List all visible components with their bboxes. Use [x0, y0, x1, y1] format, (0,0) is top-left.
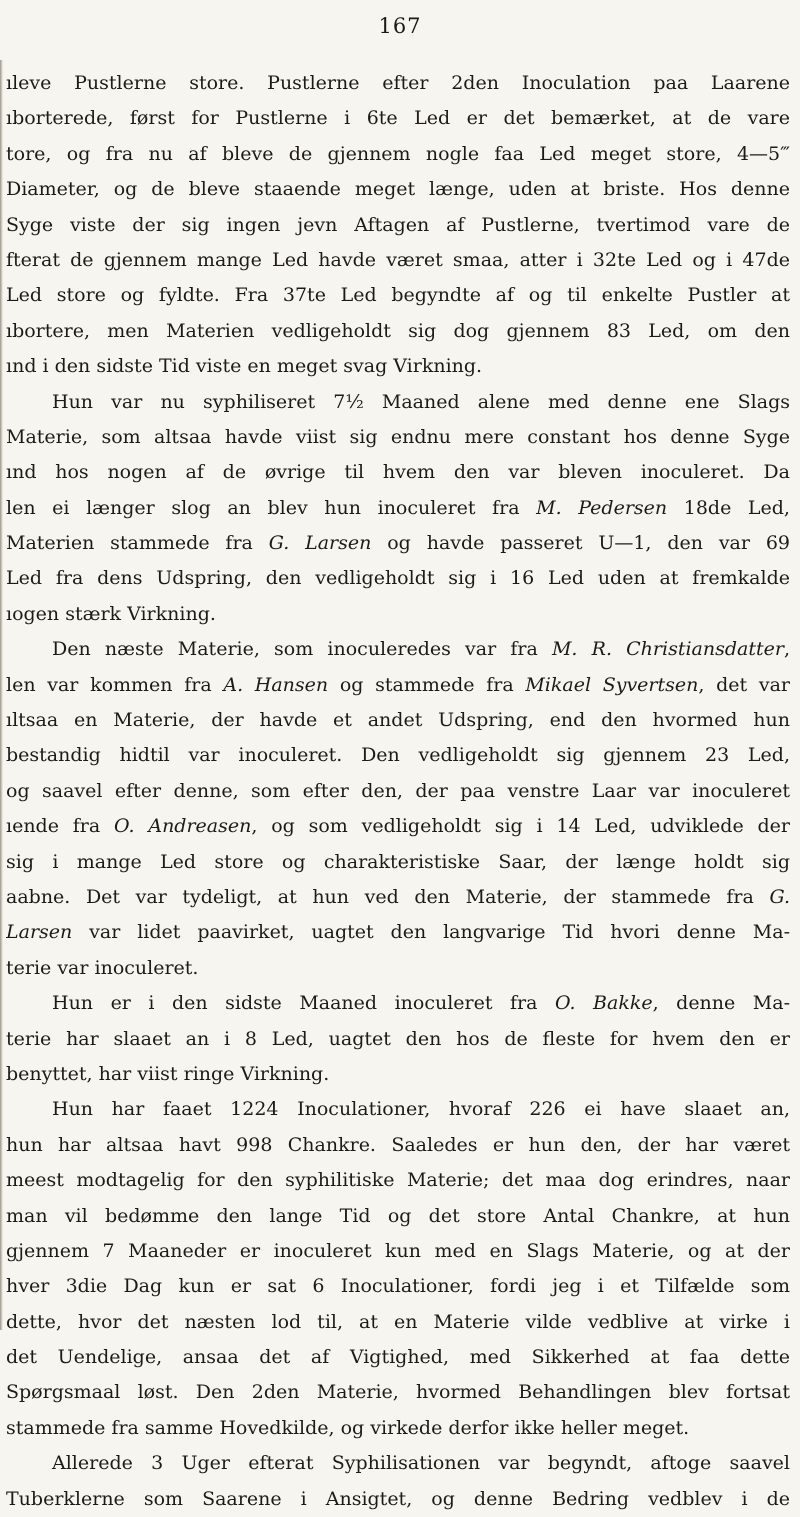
text-segment: Syge viste der sig ingen jevn Aftagen af Pustlerne, tvertimod vare de	[6, 213, 790, 236]
text-line	[6, 172, 790, 207]
text-segment: len var kommen fra	[6, 673, 224, 696]
text-line	[6, 774, 790, 809]
text-segment: man vil bedømme den lange Tid og det store Antal Chankre, at hun	[6, 1204, 790, 1227]
text-line	[6, 101, 790, 136]
text-segment: ınd hos nogen af de øvrige til hvem den var bleven inoculeret. Da	[6, 461, 790, 484]
text-segment: Spørgsmaal løst. Den 2den Materie, hvormed Behandlingen blev fortsat	[6, 1381, 790, 1404]
text-line	[6, 845, 790, 880]
italic-name: O. Andreasen	[114, 815, 252, 838]
text-segment: og havde passeret U—1, den var 69	[371, 532, 790, 555]
text-segment: Materien stammede fra	[6, 532, 269, 555]
text-segment: Diameter, og de bleve staaende meget længe, uden at briste. Hos denne	[6, 178, 790, 201]
italic-name: Larsen	[6, 921, 73, 944]
text-line	[6, 597, 790, 632]
text-line	[6, 1340, 790, 1375]
text-segment: , denne Ma-	[652, 992, 790, 1015]
text-line	[6, 632, 790, 667]
italic-name: G. Larsen	[268, 532, 372, 555]
text-segment: stammede fra samme Hovedkilde, og virkede derfor ikke heller meget.	[6, 1416, 690, 1439]
text-segment: Hun er i den sidste Maaned inoculeret fra	[52, 992, 555, 1015]
text-segment: meest modtagelig for den syphilitiske Materie; det maa dog erindres, naar	[6, 1169, 790, 1192]
text-segment: tore, og fra nu af bleve de gjennem nogle faa Led meget store, 4—5‴	[6, 142, 790, 165]
text-line	[6, 314, 790, 349]
text-line	[6, 1128, 790, 1163]
text-segment: Allerede 3 Uger efterat Syphilisationen var begyndt, aftoge saavel	[52, 1452, 790, 1475]
text-segment: Hun har faaet 1224 Inoculationer, hvoraf 226 ei have slaaet an,	[52, 1098, 790, 1121]
text-segment: Tuberklerne som Saarene i Ansigtet, og denne Bedring vedblev i de	[6, 1487, 790, 1510]
text-segment: det Uendelige, ansaa det af Vigtighed, med Sikkerhed at faa dette	[6, 1346, 790, 1369]
text-line	[6, 420, 790, 455]
text-segment: var lidet paavirket, uagtet den langvarige Tid hvori denne Ma-	[72, 921, 790, 944]
binding-gutter-shadow	[0, 60, 3, 1330]
text-segment: , og som vedligeholdt sig i 14 Led, udviklede der	[251, 815, 790, 838]
text-segment: Den næste Materie, som inoculeredes var fra	[52, 638, 552, 661]
text-line	[6, 1375, 790, 1410]
text-segment: Materie, som altsaa havde viist sig endnu mere constant hos denne Syge	[6, 425, 790, 448]
page-number: 167	[378, 14, 422, 38]
text-segment: dette, hvor det næsten lod til, at en Materie vilde vedblive at virke i	[6, 1310, 790, 1333]
text-line	[6, 1199, 790, 1234]
text-line	[6, 703, 790, 738]
text-segment: fterat de gjennem mange Led havde været smaa, atter i 32te Led og i 47de	[6, 248, 790, 271]
text-line	[6, 668, 790, 703]
text-line	[6, 1092, 790, 1127]
text-segment: Led fra dens Udspring, den vedligeholdt sig i 16 Led uden at fremkalde	[6, 567, 790, 590]
text-segment: len ei længer slog an blev hun inoculeret fra	[6, 496, 537, 519]
text-segment: ıleve Pustlerne store. Pustlerne efter 2den Inoculation paa Laarene	[6, 72, 790, 94]
body-text	[6, 66, 790, 1517]
italic-name: O. Bakke	[555, 992, 653, 1015]
text-segment: gjennem 7 Maaneder er inoculeret kun med en Slags Materie, og at der	[6, 1239, 790, 1262]
text-line	[6, 1022, 790, 1057]
text-line	[6, 455, 790, 490]
text-segment: 18de Led,	[667, 496, 790, 519]
text-segment: Led store og fyldte. Fra 37te Led begyndte af og til enkelte Pustler at	[6, 284, 790, 307]
text-line	[6, 349, 790, 384]
text-segment: bestandig hidtil var inoculeret. Den vedligeholdt sig gjennem 23 Led,	[6, 744, 790, 767]
text-line	[6, 986, 790, 1021]
text-line	[6, 809, 790, 844]
text-segment: Hun var nu syphiliseret 7½ Maaned alene med denne ene Slags	[52, 390, 790, 413]
text-segment: hver 3die Dag kun er sat 6 Inoculationer, fordi jeg i et Tilfælde som	[6, 1275, 790, 1298]
text-line	[6, 208, 790, 243]
text-segment: ıborterede, først for Pustlerne i 6te Led er det bemærket, at de vare	[6, 107, 790, 130]
text-segment: aabne. Det var tydeligt, at hun ved den Materie, der stammede fra	[6, 885, 770, 908]
text-line	[6, 915, 790, 950]
text-line	[6, 1411, 790, 1446]
italic-name: A. Hansen	[223, 673, 329, 696]
italic-name: G.	[769, 885, 790, 908]
text-line	[6, 243, 790, 278]
text-segment: ıbortere, men Materien vedligeholdt sig dog gjennem 83 Led, om den	[6, 319, 790, 342]
text-segment: terie var inoculeret.	[6, 956, 199, 979]
text-segment: ıende fra	[6, 815, 115, 838]
text-line	[6, 491, 790, 526]
text-segment: sig i mange Led store og charakteristiske Saar, der længe holdt sig	[6, 850, 790, 873]
text-line	[6, 1305, 790, 1340]
text-segment: ıltsaa en Materie, der havde et andet Udspring, end den hvormed hun	[6, 709, 790, 732]
text-line	[6, 278, 790, 313]
text-line	[6, 1163, 790, 1198]
text-segment: ıogen stærk Virkning.	[6, 602, 216, 625]
text-segment: hun har altsaa havt 998 Chankre. Saaledes er hun den, der har været	[6, 1133, 790, 1156]
text-line	[6, 738, 790, 773]
text-line	[6, 561, 790, 596]
text-line	[6, 1482, 790, 1517]
text-segment: , det var	[698, 673, 790, 696]
text-line	[6, 1269, 790, 1304]
text-line	[6, 951, 790, 986]
text-line	[6, 880, 790, 915]
text-segment: ınd i den sidste Tid viste en meget svag Virkning.	[6, 355, 483, 378]
italic-name: M. R. Christiansdatter	[551, 638, 784, 661]
text-line	[6, 1234, 790, 1269]
text-line	[6, 526, 790, 561]
text-line	[6, 1057, 790, 1092]
text-segment: terie har slaaet an i 8 Led, uagtet den hos de fleste for hvem den er	[6, 1027, 790, 1050]
text-segment: benyttet, har viist ringe Virkning.	[6, 1062, 330, 1085]
text-line	[6, 137, 790, 172]
italic-name: M. Pedersen	[536, 496, 668, 519]
italic-name: Mikael Syvertsen	[525, 673, 699, 696]
text-line	[6, 385, 790, 420]
text-segment: og stammede fra	[328, 673, 526, 696]
text-line	[6, 1446, 790, 1481]
text-segment: og saavel efter denne, som efter den, der paa venstre Laar var inoculeret	[6, 779, 790, 802]
text-segment: ,	[783, 638, 790, 661]
text-line	[6, 66, 790, 101]
